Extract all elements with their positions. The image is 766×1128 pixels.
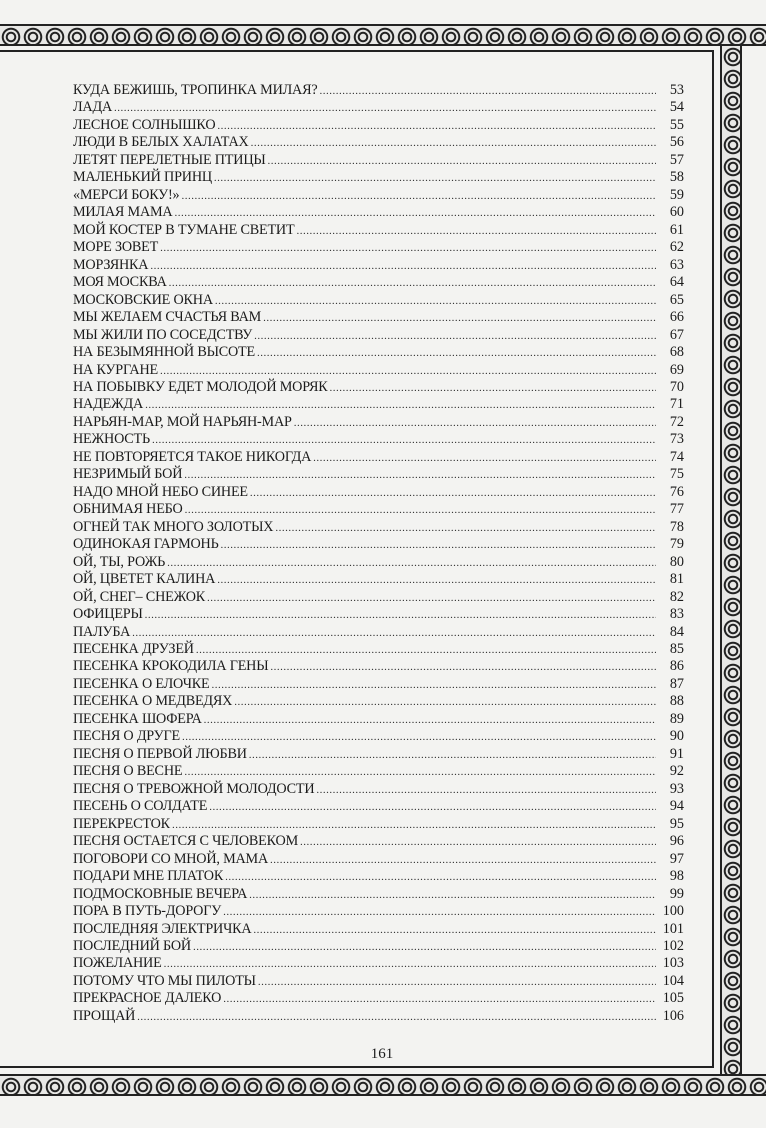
toc-entry-page: 55 [669, 116, 684, 133]
toc-entry-page: 61 [669, 221, 684, 238]
toc-entry [73, 117, 684, 134]
toc-entry [73, 187, 684, 204]
dot-leader [185, 502, 656, 519]
toc-entry-page: 57 [669, 151, 684, 168]
dot-leader [253, 922, 656, 939]
dot-leader [137, 1009, 656, 1026]
toc-entry-title: ПРЕКРАСНОЕ ДАЛЕКО [73, 990, 222, 1007]
toc-entry [73, 309, 684, 326]
toc-entry-page: 99 [669, 885, 684, 902]
toc-entry-title: ПОГОВОРИ СО МНОЙ, МАМА [73, 850, 269, 867]
toc-entry-page: 81 [669, 571, 684, 588]
toc-entry-title: ЛЮДИ В БЕЛЫХ ХАЛАТАХ [73, 134, 249, 151]
toc-entry-page: 105 [662, 990, 684, 1007]
toc-entry-page: 72 [669, 413, 684, 430]
toc-entry [73, 816, 684, 833]
toc-entry-page: 70 [669, 378, 684, 395]
toc-entry-title: МОЙ КОСТЕР В ТУМАНЕ СВЕТИТ [73, 221, 295, 238]
toc-entry-title: ПЕСНЯ О ТРЕВОЖНОЙ МОЛОДОСТИ [73, 780, 315, 797]
ornamental-border-right [720, 46, 742, 1074]
toc-entry-title: МИЛАЯ МАМА [73, 204, 173, 221]
toc-entry-title: ОДИНОКАЯ ГАРМОНЬ [73, 536, 219, 553]
toc-entry-title: ПЕСЕНКА ДРУЗЕЙ [73, 641, 194, 657]
toc-entry [73, 763, 684, 780]
toc-entry-page: 74 [669, 448, 684, 465]
dot-leader [181, 188, 656, 205]
toc-entry [73, 973, 684, 990]
dot-leader [223, 991, 656, 1008]
toc-entry [73, 99, 684, 116]
toc-entry [73, 624, 684, 641]
toc-entry [73, 396, 684, 413]
toc-entry-title: ПЕСЕНКА О ЕЛОЧКЕ [73, 675, 210, 692]
toc-entry-page: 96 [669, 833, 684, 850]
toc-entry [73, 379, 684, 396]
dot-leader [215, 293, 656, 310]
page-number: 161 [370, 1046, 394, 1062]
toc-entry-page: 65 [669, 291, 684, 308]
dot-leader [258, 974, 656, 991]
dot-leader [145, 607, 656, 624]
dot-leader [152, 432, 656, 449]
dot-leader [263, 310, 656, 327]
dot-leader [184, 764, 656, 781]
dot-leader [207, 590, 656, 607]
toc-entry [73, 955, 684, 972]
dot-leader [257, 345, 656, 362]
toc-entry-title: ПЕСНЯ О ДРУГЕ [73, 728, 180, 745]
toc-entry [73, 519, 684, 536]
toc-entry-title: МОЯ МОСКВА [73, 274, 167, 291]
toc-entry-title: ПОДМОСКОВНЫЕ ВЕЧЕРА [73, 885, 248, 902]
toc-entry-page: 60 [669, 204, 684, 221]
toc-entry-title: ПЕСНЯ ОСТАЕТСЯ С ЧЕЛОВЕКОМ [73, 833, 298, 850]
dot-leader [223, 904, 656, 921]
toc-entry-title: НАДО МНОЙ НЕБО СИНЕЕ [73, 483, 248, 500]
dot-leader [167, 555, 656, 572]
toc-entry [73, 641, 684, 658]
toc-entry-page: 67 [669, 326, 684, 343]
toc-entry-page: 71 [669, 396, 684, 413]
toc-entry [73, 781, 684, 798]
toc-entry-title: КУДА БЕЖИШЬ, ТРОПИНКА МИЛАЯ? [73, 82, 318, 98]
toc-entry-title: ПОРА В ПУТЬ-ДОРОГУ [73, 903, 222, 920]
toc-entry-title: ПЕСЕНКА О МЕДВЕДЯХ [73, 693, 233, 710]
dot-leader [319, 83, 656, 100]
dot-leader [268, 153, 656, 170]
toc-entry-title: ЛЕСНОЕ СОЛНЫШКО [73, 116, 216, 133]
toc-entry [73, 658, 684, 675]
toc-entry-page: 58 [669, 169, 684, 186]
toc-entry-title: ПЕСЕНКА ШОФЕРА [73, 710, 202, 727]
toc-entry [73, 693, 684, 710]
toc-entry [73, 886, 684, 903]
dot-leader [234, 694, 656, 711]
toc-entry-title: МОРЗЯНКА [73, 256, 149, 273]
dot-leader [294, 415, 656, 432]
toc-entry-page: 86 [669, 658, 684, 675]
toc-entry [73, 711, 684, 728]
dot-leader [251, 135, 656, 152]
toc-entry-page: 54 [669, 99, 684, 116]
toc-entry-page: 59 [669, 186, 684, 203]
toc-entry-page: 84 [669, 623, 684, 640]
toc-entry-title: МОСКОВСКИЕ ОКНА [73, 291, 213, 308]
dot-leader [204, 712, 656, 729]
toc-entry-page: 75 [669, 466, 684, 483]
toc-entry-page: 66 [669, 309, 684, 326]
toc-entry-page: 85 [669, 641, 684, 657]
toc-entry [73, 1008, 684, 1025]
toc-entry-page: 68 [669, 344, 684, 361]
dot-leader [196, 642, 656, 659]
dot-leader [249, 747, 656, 764]
toc-entry-title: ЛЕТЯТ ПЕРЕЛЕТНЫЕ ПТИЦЫ [73, 151, 266, 168]
toc-entry-page: 92 [669, 763, 684, 780]
toc-entry-page: 62 [669, 239, 684, 256]
toc-entry-title: НАДЕЖДА [73, 396, 144, 413]
toc-entry-title: ПОТОМУ ЧТО МЫ ПИЛОТЫ [73, 972, 256, 989]
toc-entry-title: ПАЛУБА [73, 623, 131, 640]
dot-leader [250, 485, 656, 502]
dot-leader [214, 170, 656, 187]
toc-entry-title: ОФИЦЕРЫ [73, 606, 143, 623]
toc-entry [73, 431, 684, 448]
toc-entry-page: 78 [669, 518, 684, 535]
toc-entry-title: ОЙ, ТЫ, РОЖЬ [73, 553, 166, 570]
toc-entry-page: 79 [669, 536, 684, 553]
toc-entry [73, 571, 684, 588]
dot-leader [217, 118, 656, 135]
toc-entry-title: МЫ ЖИЛИ ПО СОСЕДСТВУ [73, 326, 253, 343]
toc-entry [73, 851, 684, 868]
toc-entry-title: НА БЕЗЫМЯННОЙ ВЫСОТЕ [73, 344, 255, 361]
dot-leader [132, 625, 656, 642]
toc-entry-page: 94 [669, 798, 684, 815]
toc-entry-title: ОЙ, ЦВЕТЕТ КАЛИНА [73, 571, 216, 588]
toc-entry [73, 466, 684, 483]
dot-leader [225, 869, 656, 886]
toc-entry-title: НАРЬЯН-МАР, МОЙ НАРЬЯН-МАР [73, 413, 292, 430]
toc-entry [73, 990, 684, 1007]
toc-entry [73, 746, 684, 763]
toc-entry-title: ОЙ, СНЕГ– СНЕЖОК [73, 588, 206, 605]
dot-leader [316, 782, 656, 799]
toc-entry [73, 921, 684, 938]
toc-entry-title: ПЕСЕНКА КРОКОДИЛА ГЕНЫ [73, 658, 269, 675]
toc-entry-title: ПЕРЕКРЕСТОК [73, 815, 170, 832]
toc-entry-page: 69 [669, 361, 684, 378]
dot-leader [160, 363, 656, 380]
toc-entry [73, 169, 684, 186]
toc-entry-title: НЕЖНОСТЬ [73, 431, 150, 448]
dot-leader [270, 659, 656, 676]
dot-leader [184, 467, 656, 484]
toc-entry-title: ПОДАРИ МНЕ ПЛАТОК [73, 868, 224, 885]
toc-entry-page: 103 [662, 955, 684, 972]
toc-entry-title: «МЕРСИ БОКУ!» [73, 186, 180, 203]
dot-leader [114, 100, 656, 117]
dot-leader [217, 572, 656, 589]
toc-entry-page: 83 [669, 606, 684, 623]
toc-entry-title: ПЕСНЯ О ПЕРВОЙ ЛЮБВИ [73, 745, 247, 762]
dot-leader [172, 817, 656, 834]
toc-entry-page: 53 [669, 82, 684, 98]
toc-entry-page: 87 [669, 675, 684, 692]
toc-entry-page: 77 [669, 501, 684, 518]
toc-entry-page: 73 [669, 431, 684, 448]
dot-leader [169, 275, 656, 292]
dot-leader [270, 852, 656, 869]
dot-leader [221, 537, 656, 554]
toc-entry-page: 91 [669, 745, 684, 762]
toc-entry [73, 536, 684, 553]
toc-entry [73, 362, 684, 379]
toc-entry-title: МАЛЕНЬКИЙ ПРИНЦ [73, 169, 212, 186]
toc-entry [73, 344, 684, 361]
dot-leader [296, 223, 656, 240]
toc-entry [73, 449, 684, 466]
toc-entry-title: ОГНЕЙ ТАК МНОГО ЗОЛОТЫХ [73, 518, 274, 535]
toc-entry [73, 676, 684, 693]
toc-entry-page: 93 [669, 780, 684, 797]
toc-entry [73, 134, 684, 151]
toc-entry [73, 257, 684, 274]
table-of-contents [73, 82, 684, 1025]
toc-entry-title: ПОЖЕЛАНИЕ [73, 955, 162, 972]
toc-entry-title: МОРЕ ЗОВЕТ [73, 239, 159, 256]
toc-entry-page: 102 [662, 937, 684, 954]
toc-entry-title: НА КУРГАНЕ [73, 361, 158, 378]
ornamental-border-top [0, 24, 766, 46]
toc-entry-page: 56 [669, 134, 684, 151]
toc-entry [73, 152, 684, 169]
dot-leader [145, 397, 656, 414]
toc-entry-page: 98 [669, 868, 684, 885]
toc-entry [73, 239, 684, 256]
toc-entry-title: ЛАДА [73, 99, 112, 116]
toc-entry-page: 88 [669, 693, 684, 710]
toc-entry-page: 80 [669, 553, 684, 570]
toc-entry-title: ПОСЛЕДНИЙ БОЙ [73, 937, 191, 954]
toc-entry-title: НА ПОБЫВКУ ЕДЕТ МОЛОДОЙ МОРЯК [73, 378, 328, 395]
dot-leader [254, 328, 656, 345]
toc-entry [73, 327, 684, 344]
toc-entry [73, 903, 684, 920]
dot-leader [313, 450, 656, 467]
toc-entry [73, 606, 684, 623]
toc-entry [73, 589, 684, 606]
toc-entry-page: 90 [669, 728, 684, 745]
dot-leader [211, 677, 656, 694]
toc-entry [73, 554, 684, 571]
toc-entry-title: НЕ ПОВТОРЯЕТСЯ ТАКОЕ НИКОГДА [73, 448, 312, 465]
toc-entry-title: ОБНИМАЯ НЕБО [73, 501, 183, 518]
dot-leader [209, 799, 656, 816]
toc-entry-page: 101 [662, 920, 684, 937]
toc-entry-title: ПЕСНЯ О ВЕСНЕ [73, 763, 183, 780]
toc-entry-page: 97 [669, 850, 684, 867]
dot-leader [150, 258, 656, 275]
toc-entry-page: 100 [662, 903, 684, 920]
toc-entry [73, 728, 684, 745]
toc-entry-page: 89 [669, 710, 684, 727]
dot-leader [300, 834, 656, 851]
toc-entry-title: ПОСЛЕДНЯЯ ЭЛЕКТРИЧКА [73, 920, 252, 937]
toc-entry-page: 82 [669, 588, 684, 605]
toc-entry [73, 484, 684, 501]
dot-leader [249, 887, 656, 904]
toc-entry [73, 938, 684, 955]
toc-entry [73, 82, 684, 99]
ornamental-border-bottom [0, 1074, 766, 1096]
toc-entry [73, 414, 684, 431]
dot-leader [164, 956, 656, 973]
toc-entry [73, 868, 684, 885]
toc-entry [73, 501, 684, 518]
toc-entry-page: 76 [669, 483, 684, 500]
dot-leader [330, 380, 656, 397]
toc-entry-title: ПРОЩАЙ [73, 1007, 136, 1024]
toc-entry [73, 292, 684, 309]
toc-entry-page: 104 [662, 972, 684, 989]
toc-entry-title: НЕЗРИМЫЙ БОЙ [73, 466, 183, 483]
dot-leader [275, 520, 656, 537]
toc-entry-title: ПЕСЕНЬ О СОЛДАТЕ [73, 798, 208, 815]
dot-leader [193, 939, 656, 956]
dot-leader [182, 729, 656, 746]
toc-entry [73, 798, 684, 815]
toc-entry [73, 204, 684, 221]
toc-entry-page: 64 [669, 274, 684, 291]
toc-entry-page: 95 [669, 815, 684, 832]
toc-entry [73, 274, 684, 291]
dot-leader [174, 205, 656, 222]
toc-entry [73, 222, 684, 239]
toc-entry-page: 106 [662, 1007, 684, 1024]
toc-entry [73, 833, 684, 850]
toc-entry-page: 63 [669, 256, 684, 273]
dot-leader [160, 240, 656, 257]
toc-entry-title: МЫ ЖЕЛАЕМ СЧАСТЬЯ ВАМ [73, 309, 262, 326]
